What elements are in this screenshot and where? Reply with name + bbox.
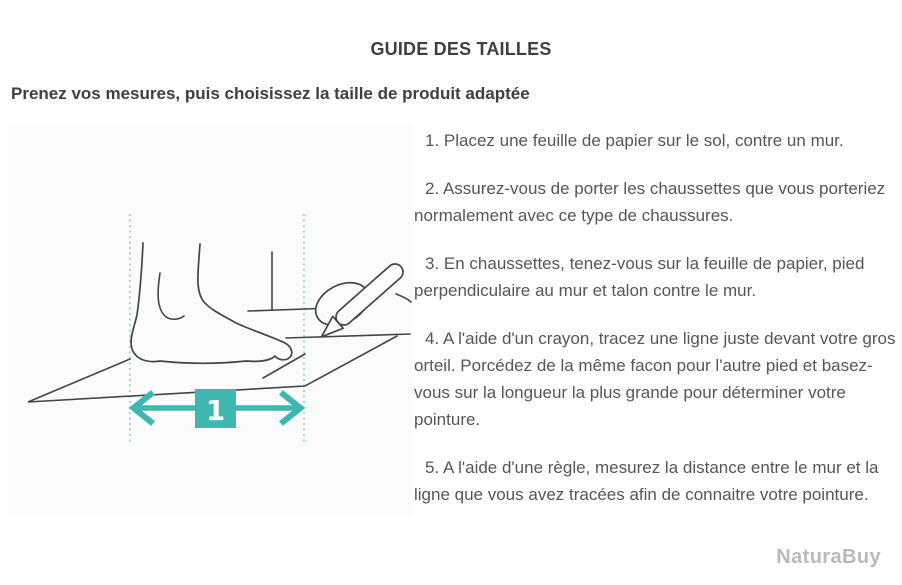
foot-measurement-illustration <box>8 125 412 515</box>
page-subtitle: Prenez vos mesures, puis choisissez la taille de produit adaptée <box>11 84 530 103</box>
foot-measurement-diagram-icon <box>8 125 412 515</box>
naturabuy-watermark: NaturaBuy <box>776 546 881 568</box>
instruction-step-1: 1. Placez une feuille de papier sur le sol, contre un mur. <box>425 131 844 150</box>
instruction-step-2: 2. Assurez-vous de porter les chaussettes que vous porteriez normalement avec ce type de chaussures. <box>414 179 886 225</box>
instructions-list <box>414 127 902 529</box>
instruction-step-4: 4. A l'aide d'un crayon, tracez une ligne juste devant votre gros orteil. Porcédez de la même facon pour l'autre pied et basez-vous sur la longueur la plus grande pour déterminer votre pointure. <box>414 329 896 429</box>
page-title: GUIDE DES TAILLES <box>370 39 552 59</box>
instruction-step-5: 5. A l'aide d'une règle, mesurez la distance entre le mur et la ligne que vous avez tracées afin de connaitre votre pointure. <box>414 458 879 504</box>
step-1-badge-label: 1 <box>205 394 226 427</box>
instruction-step-3: 3. En chaussettes, tenez-vous sur la feuille de papier, pied perpendiculaire au mur et talon contre le mur. <box>414 254 865 300</box>
